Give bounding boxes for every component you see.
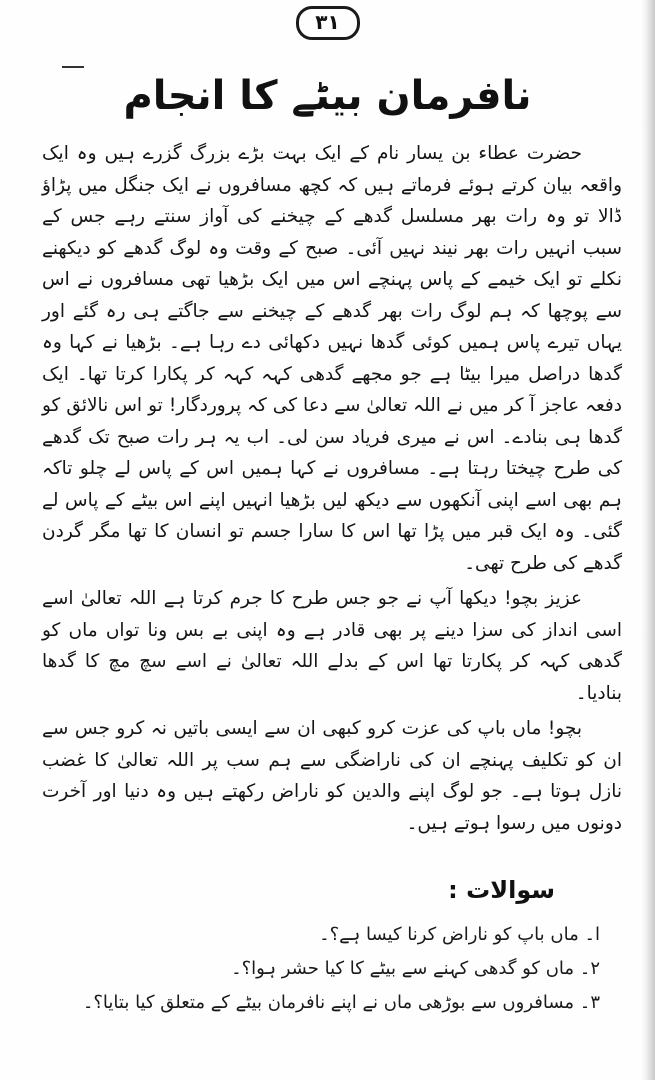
question-item-3: ۳۔ مسافروں سے بوڑھی ماں نے اپنے نافرمان بیٹے کے متعلق کیا بتایا؟۔ bbox=[82, 992, 600, 1013]
story-body bbox=[42, 138, 622, 843]
questions-heading: سوالات : bbox=[448, 876, 555, 904]
page-edge-shadow bbox=[641, 0, 655, 1080]
story-paragraph-3: بچو! ماں باپ کی عزت کرو کبھی ان سے ایسی باتیں نہ کرو جس سے ان کو تکلیف پہنچے ان کی ناراضگی سے ہم سب پر اللہ تعالیٰ کا غضب نازل ہوتا ہے۔ جو لوگ اپنے والدین کو ناراض رکھتے ہیں وہ دنیا اور آخرت دونوں میں رسوا ہوتے ہیں۔ bbox=[42, 718, 622, 834]
page-title: نافرمان بیٹے کا انجام bbox=[123, 73, 532, 119]
question-item-1: ا۔ ماں باپ کو ناراض کرنا کیسا ہے؟۔ bbox=[319, 924, 600, 945]
page-number: ۳۱ bbox=[296, 6, 360, 40]
questions-list bbox=[60, 918, 600, 1020]
question-item-2: ۲۔ ماں کو گدھی کہنے سے بیٹے کا کیا حشر ہوا؟۔ bbox=[231, 958, 600, 979]
page-number-container bbox=[0, 6, 655, 40]
story-paragraph-1: حضرت عطاء بن یسار نام کے ایک بہت بڑے بزرگ گزرے ہیں وہ ایک واقعہ بیان کرتے ہوئے فرماتے ہیں کہ کچھ مسافروں نے ایک جنگل میں پڑاؤ ڈالا تو وہ رات بھر مسلسل گدھے کے چیخنے کی آواز سنتے رہے جس کے سبب انہیں رات بھر نیند نہیں آئی۔ صبح کے وقت وہ لوگ گدھے کو دیکھنے نکلے تو ایک خیمے کے پاس پہنچے اس میں ایک بڑھیا تھی مسافروں نے اس سے پوچھا کہ ہم لوگ رات بھر گدھے کے چیخنے سے جاگتے ہی رہ گئے اور یہاں تیرے پاس ہمیں کوئی گدھا نہیں دکھائی دے رہا ہے۔ بڑھیا نے کہا وہ گدھا دراصل میرا بیٹا ہے جو مجھے گدھی کہہ کہہ کر پکارا کرتا تھا۔ ایک دفعہ عاجز آ کر میں نے اللہ تعالیٰ سے دعا کی کہ پروردگار! تو اس نالائق کو گدھا ہی بنادے۔ اس نے میری فریاد سن لی۔ اب یہ ہر رات صبح تک گدھے کی طرح چیختا رہتا ہے۔ مسافروں نے کہا ہمیں اس کے پاس لے چلو تاکہ ہم بھی اسے اپنی آنکھوں سے دیکھ لیں بڑھیا انہیں اپنے اس بیٹے کے پاس لے گئی۔ وہ ایک قبر میں پڑا تھا اس کا سارا جسم تو انسان کا تھا مگر گردن گدھے کی طرح تھی۔ bbox=[42, 143, 622, 574]
story-paragraph-2: عزیز بچو! دیکھا آپ نے جو جس طرح کا جرم کرتا ہے اللہ تعالیٰ اسے اسی انداز کی سزا دینے پر بھی قادر ہے وہ اپنی بے بس ونا تواں ماں کو گدھی کہہ کر پکارتا تھا اس کے بدلے اللہ تعالیٰ نے اسے سچ مچ کا گدھا بنادیا۔ bbox=[42, 588, 622, 704]
